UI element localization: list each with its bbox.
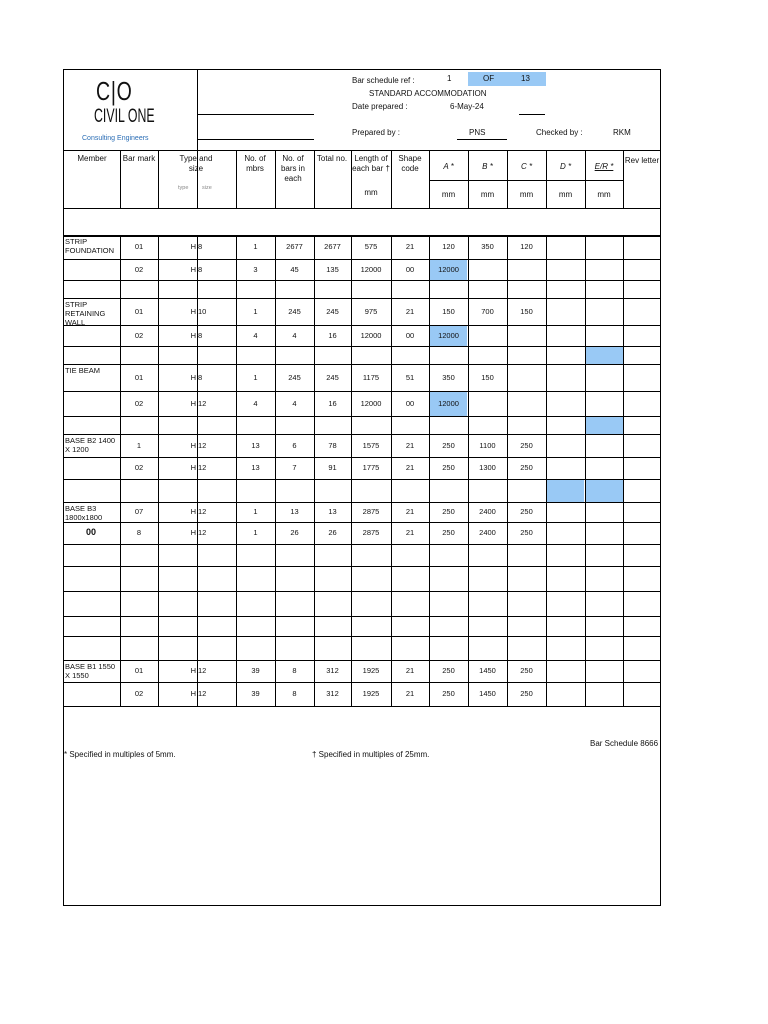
cell-mbrs: 1 bbox=[253, 528, 258, 537]
unit-b: mm bbox=[480, 190, 495, 199]
cell-size: 10 bbox=[198, 306, 207, 316]
cell-length: 975 bbox=[364, 306, 378, 316]
cell-size: 12 bbox=[198, 507, 207, 516]
cell-a: 250 bbox=[442, 440, 455, 450]
cell-shape: 00 bbox=[405, 398, 415, 408]
cell-b: 1450 bbox=[479, 666, 496, 675]
cell-c: 120 bbox=[520, 242, 533, 251]
col-type-size: Type and size bbox=[179, 154, 213, 173]
cell-total: 135 bbox=[326, 264, 339, 274]
col-rev: Rev letter bbox=[624, 156, 660, 165]
col-total-no: Total no. bbox=[316, 154, 348, 163]
cell-a: 250 bbox=[442, 528, 455, 537]
cell-bars: 245 bbox=[288, 372, 301, 382]
col-no-bars: No. of bars in each bbox=[280, 154, 305, 183]
cell-bars: 245 bbox=[288, 306, 301, 316]
sheet-name: Bar Schedule 8666 bbox=[590, 739, 659, 748]
of-label: OF bbox=[483, 74, 495, 83]
highlight-cell bbox=[586, 480, 623, 502]
member-name: STRIP RETAINING WALL bbox=[65, 300, 106, 327]
cell-mark: 02 bbox=[134, 264, 144, 274]
cell-shape: 21 bbox=[405, 463, 415, 472]
cell-a: 250 bbox=[442, 689, 455, 698]
cell-a: 350 bbox=[442, 372, 455, 382]
cell-bars: 4 bbox=[292, 330, 297, 340]
member-name: BASE B2 1400 X 1200 bbox=[65, 436, 116, 454]
cell-type: H bbox=[190, 528, 196, 537]
note-5mm: * Specified in multiples of 5mm. bbox=[64, 750, 176, 759]
cell-size: 12 bbox=[198, 528, 207, 537]
cell-length: 575 bbox=[364, 242, 378, 251]
col-c: C * bbox=[520, 162, 533, 171]
cell-mbrs: 1 bbox=[253, 306, 258, 316]
cell-type: H bbox=[190, 264, 196, 274]
cell-a: 12000 bbox=[438, 264, 459, 274]
unit-c: mm bbox=[519, 190, 534, 199]
cell-b: 350 bbox=[481, 242, 494, 251]
schedule-ref-label: Bar schedule ref : bbox=[352, 76, 415, 85]
cell-a: 12000 bbox=[438, 330, 459, 340]
project-name: STANDARD ACCOMMODATION bbox=[369, 89, 487, 98]
date-prepared-label: Date prepared : bbox=[352, 102, 408, 111]
of-total: 13 bbox=[521, 74, 530, 83]
cell-shape: 21 bbox=[405, 666, 415, 675]
cell-bars: 8 bbox=[292, 666, 297, 675]
cell-mbrs: 4 bbox=[253, 330, 258, 340]
col-bar-mark: Bar mark bbox=[122, 154, 156, 163]
logo-mark: C|O bbox=[96, 76, 133, 106]
cell-bars: 6 bbox=[292, 440, 297, 450]
cell-type: H bbox=[190, 306, 196, 316]
highlight-cell bbox=[586, 417, 623, 434]
cell-length: 1925 bbox=[362, 689, 380, 698]
col-b: B * bbox=[482, 162, 493, 171]
member-name: STRIP FOUNDATION bbox=[65, 237, 115, 255]
note-25mm: † Specified in multiples of 25mm. bbox=[312, 750, 430, 759]
cell-length: 2875 bbox=[362, 507, 380, 516]
cell-bars: 8 bbox=[292, 689, 297, 698]
cell-size: 12 bbox=[198, 398, 207, 408]
cell-a: 150 bbox=[442, 306, 455, 316]
cell-type: H bbox=[190, 372, 196, 382]
prepared-by-value: PNS bbox=[469, 128, 486, 137]
cell-mbrs: 39 bbox=[251, 689, 260, 698]
cell-mbrs: 1 bbox=[253, 372, 258, 382]
cell-length: 12000 bbox=[360, 330, 382, 340]
cell-bars: 2677 bbox=[286, 242, 303, 251]
cell-mbrs: 1 bbox=[253, 242, 258, 251]
member-name: BASE B3 1800x1800 bbox=[65, 504, 103, 522]
cell-type: H bbox=[190, 330, 196, 340]
cell-a: 250 bbox=[442, 463, 455, 472]
col-shape-code: Shape code bbox=[398, 154, 422, 173]
cell-mbrs: 39 bbox=[251, 666, 260, 675]
cell-mark: 01 bbox=[134, 242, 144, 251]
cell-total: 312 bbox=[326, 666, 339, 675]
member-name: BASE B1 1550 X 1550 bbox=[65, 662, 116, 680]
unit-er: mm bbox=[597, 190, 611, 199]
cell-size: 8 bbox=[198, 330, 203, 340]
cell-bars: 4 bbox=[292, 398, 297, 408]
member-name: 00 bbox=[86, 527, 97, 537]
col-length: Length of each bar † bbox=[352, 154, 390, 173]
highlight-cell bbox=[586, 347, 623, 364]
cell-b: 2400 bbox=[479, 528, 496, 537]
cell-c: 250 bbox=[520, 528, 533, 537]
cell-length: 12000 bbox=[360, 264, 382, 274]
prepared-by-label: Prepared by : bbox=[352, 128, 401, 137]
cell-mbrs: 4 bbox=[253, 398, 258, 408]
cell-c: 250 bbox=[520, 689, 533, 698]
cell-bars: 45 bbox=[290, 264, 299, 274]
cell-shape: 00 bbox=[405, 330, 415, 340]
cell-mbrs: 13 bbox=[251, 440, 260, 450]
logo-tagline: Consulting Engineers bbox=[82, 135, 149, 142]
date-prepared-value: 6-May-24 bbox=[450, 102, 484, 111]
cell-length: 1175 bbox=[362, 372, 380, 382]
cell-length: 12000 bbox=[360, 398, 382, 408]
cell-b: 1450 bbox=[479, 689, 496, 698]
checked-by-value: RKM bbox=[613, 128, 631, 137]
cell-total: 16 bbox=[328, 398, 337, 408]
cell-shape: 51 bbox=[405, 372, 415, 382]
cell-total: 13 bbox=[328, 507, 337, 516]
cell-total: 78 bbox=[328, 440, 337, 450]
highlight-cell bbox=[547, 480, 584, 502]
cell-b: 2400 bbox=[479, 507, 496, 516]
cell-length: 1925 bbox=[362, 666, 380, 675]
of-highlight bbox=[468, 72, 546, 86]
cell-mark: 02 bbox=[134, 330, 144, 340]
cell-mark: 07 bbox=[134, 507, 144, 516]
col-length-unit: mm bbox=[364, 188, 378, 197]
cell-mbrs: 3 bbox=[253, 264, 258, 274]
cell-mark: 01 bbox=[134, 666, 144, 675]
cell-size: 8 bbox=[198, 242, 203, 251]
cell-bars: 26 bbox=[290, 528, 299, 537]
cell-b: 1300 bbox=[479, 463, 496, 472]
col-size-sub: size bbox=[202, 185, 212, 191]
cell-mark: 1 bbox=[136, 440, 142, 450]
cell-mark: 02 bbox=[134, 463, 144, 472]
cell-mbrs: 13 bbox=[251, 463, 260, 472]
cell-shape: 21 bbox=[405, 528, 415, 537]
col-type-sub: type bbox=[178, 185, 189, 191]
cell-mark: 01 bbox=[134, 372, 144, 382]
cell-total: 245 bbox=[326, 372, 339, 382]
logo-name: CIVIL ONE bbox=[94, 106, 155, 127]
unit-a: mm bbox=[441, 190, 456, 199]
col-member: Member bbox=[77, 154, 107, 163]
cell-type: H bbox=[190, 689, 196, 698]
cell-b: 1100 bbox=[479, 440, 496, 450]
cell-mark: 01 bbox=[134, 306, 144, 316]
cell-type: H bbox=[190, 666, 196, 675]
cell-type: H bbox=[190, 242, 196, 251]
cell-a: 250 bbox=[442, 507, 455, 516]
cell-size: 12 bbox=[198, 666, 207, 675]
cell-type: H bbox=[190, 440, 196, 450]
col-er: E/R * bbox=[594, 162, 614, 171]
cell-size: 12 bbox=[198, 463, 207, 472]
cell-c: 250 bbox=[520, 440, 533, 450]
cell-shape: 21 bbox=[405, 440, 415, 450]
cell-c: 250 bbox=[520, 507, 533, 516]
cell-bars: 13 bbox=[290, 507, 299, 516]
cell-mark: 02 bbox=[134, 398, 144, 408]
cell-length: 1575 bbox=[362, 440, 380, 450]
cell-mark: 02 bbox=[134, 689, 144, 698]
cell-length: 1775 bbox=[362, 463, 380, 472]
unit-d: mm bbox=[558, 190, 573, 199]
cell-c: 250 bbox=[520, 666, 533, 675]
cell-mbrs: 1 bbox=[253, 507, 258, 516]
schedule-ref-number: 1 bbox=[447, 74, 452, 83]
cell-type: H bbox=[190, 507, 196, 516]
cell-shape: 21 bbox=[405, 306, 415, 316]
col-a: A * bbox=[443, 162, 454, 171]
cell-size: 8 bbox=[198, 264, 203, 274]
cell-a: 120 bbox=[442, 242, 455, 251]
cell-bars: 7 bbox=[292, 463, 297, 472]
checked-by-label: Checked by : bbox=[536, 128, 583, 137]
company-logo bbox=[74, 76, 194, 148]
cell-type: H bbox=[190, 398, 196, 408]
cell-length: 2875 bbox=[362, 528, 380, 537]
cell-shape: 21 bbox=[405, 689, 415, 698]
cell-b: 700 bbox=[481, 306, 494, 316]
cell-total: 312 bbox=[326, 689, 339, 698]
cell-size: 12 bbox=[198, 689, 207, 698]
cell-a: 250 bbox=[442, 666, 455, 675]
cell-total: 245 bbox=[326, 306, 339, 316]
cell-c: 250 bbox=[520, 463, 533, 472]
cell-size: 8 bbox=[198, 372, 203, 382]
cell-shape: 21 bbox=[405, 507, 415, 516]
cell-total: 26 bbox=[328, 528, 337, 537]
cell-total: 91 bbox=[328, 463, 337, 472]
col-no-mbrs: No. of mbrs bbox=[244, 154, 266, 173]
col-d: D * bbox=[559, 162, 572, 171]
cell-shape: 00 bbox=[405, 264, 415, 274]
cell-b: 150 bbox=[481, 372, 494, 382]
cell-total: 2677 bbox=[324, 242, 341, 251]
cell-type: H bbox=[190, 463, 196, 472]
cell-mark: 8 bbox=[136, 528, 142, 537]
cell-total: 16 bbox=[328, 330, 337, 340]
cell-size: 12 bbox=[198, 440, 207, 450]
bar-schedule-sheet bbox=[63, 69, 661, 906]
cell-a: 12000 bbox=[438, 398, 459, 408]
cell-shape: 21 bbox=[405, 242, 415, 251]
member-name: TIE BEAM bbox=[65, 366, 101, 375]
cell-c: 150 bbox=[520, 306, 533, 316]
